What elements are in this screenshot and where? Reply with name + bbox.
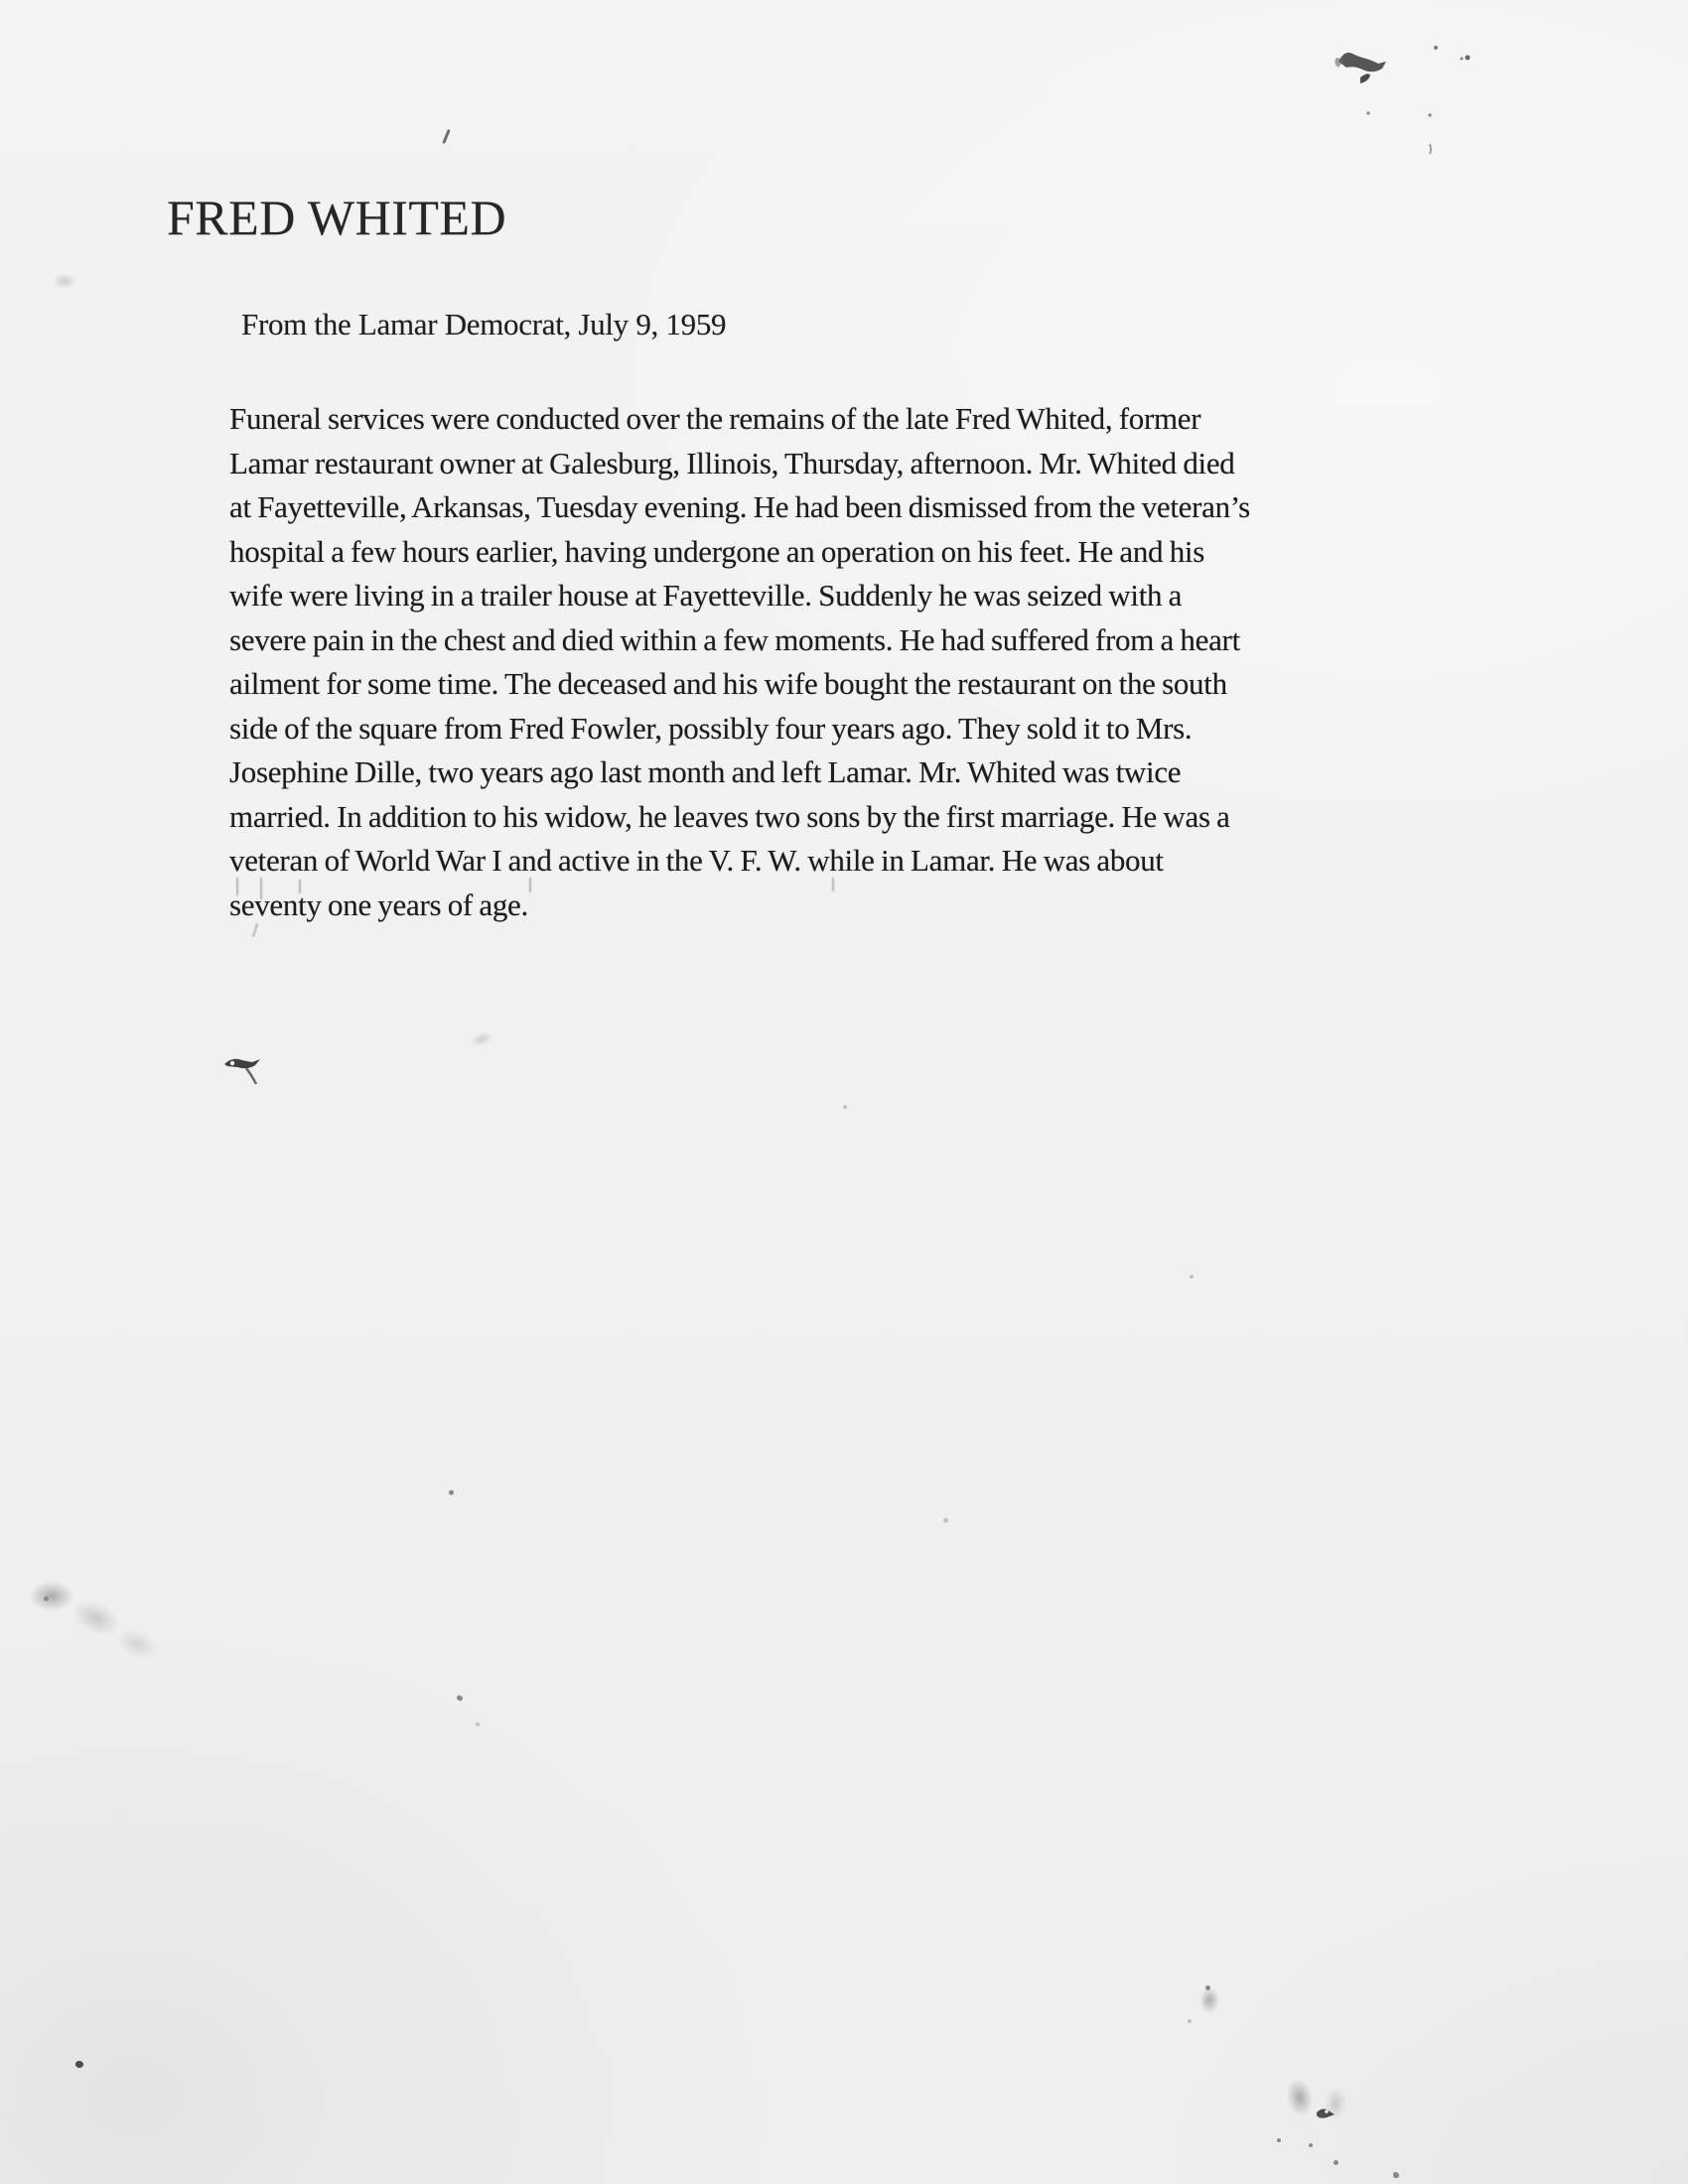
body-paragraph [229,397,1351,927]
scan-speck-artifact [1393,2172,1399,2178]
scan-speck-artifact [1205,1985,1210,1990]
body-line: veteran of World War I and active in the V. F. W. while in Lamar. He was about [229,843,1164,878]
ink-drip-artifact [260,878,262,899]
body-line: ailment for some time. The deceased and his wife bought the restaurant on the south [229,666,1227,701]
scan-speck-artifact [1188,2019,1192,2023]
scan-slash-mark-artifact [442,129,450,144]
scan-speck-artifact [1334,2160,1338,2165]
scan-speck-artifact [943,1518,948,1523]
scan-speck-artifact [44,1596,49,1601]
body-line: Josephine Dille, two years ago last month and left Lamar. Mr. Whited was twice [229,754,1182,789]
body-line: seventy one years of age. [229,887,528,922]
body-line: hospital a few hours earlier, having undergone an operation on his feet. He and his [229,533,1204,569]
body-line: at Fayetteville, Arkansas, Tuesday evening. He had been dismissed from the veteran’s [229,489,1250,524]
body-line: severe pain in the chest and died within a few moments. He had suffered from a heart [229,621,1240,657]
scan-smudge-artifact [48,270,81,292]
scan-speck-artifact [1190,1275,1194,1279]
scan-speck-artifact [1277,2138,1281,2142]
body-line: side of the square from Fred Fowler, possibly four years ago. They sold it to Mrs. [229,710,1193,746]
scan-speck-artifact [456,1695,464,1702]
squiggle-icon [1331,40,1489,159]
scan-smudge-artifact [463,1025,500,1053]
scan-speck-artifact [843,1105,847,1109]
body-line: married. In addition to his widow, he leaves two sons by the first marriage. He was a [229,798,1230,834]
scan-speck-artifact [449,1490,454,1495]
scan-curl-mark-artifact [220,1050,268,1094]
ink-drip-artifact [299,880,301,893]
curl-icon [220,1050,268,1094]
scan-speck-artifact [75,2061,83,2068]
ink-drip-artifact [236,878,238,895]
scan-squiggle-artifact [1331,40,1489,159]
body-line: wife were living in a trailer house at Fayetteville. Suddenly he was seized with a [229,578,1183,613]
scan-smudge-artifact [1317,2079,1354,2129]
scan-speck-artifact [476,1722,480,1726]
body-line: Funeral services were conducted over the remains of the late Fred Whited, former [229,401,1201,436]
scan-speck-artifact [1309,2143,1313,2147]
body-line: Lamar restaurant owner at Galesburg, Illinois, Thursday, afternoon. Mr. Whited died [229,445,1235,480]
ink-drip-artifact [832,878,834,891]
page-title: FRED WHITED [167,190,507,245]
ink-drip-artifact [529,878,531,892]
dateline: From the Lamar Democrat, July 9, 1959 [241,307,727,341]
scan-smudge-artifact [1278,2070,1322,2125]
